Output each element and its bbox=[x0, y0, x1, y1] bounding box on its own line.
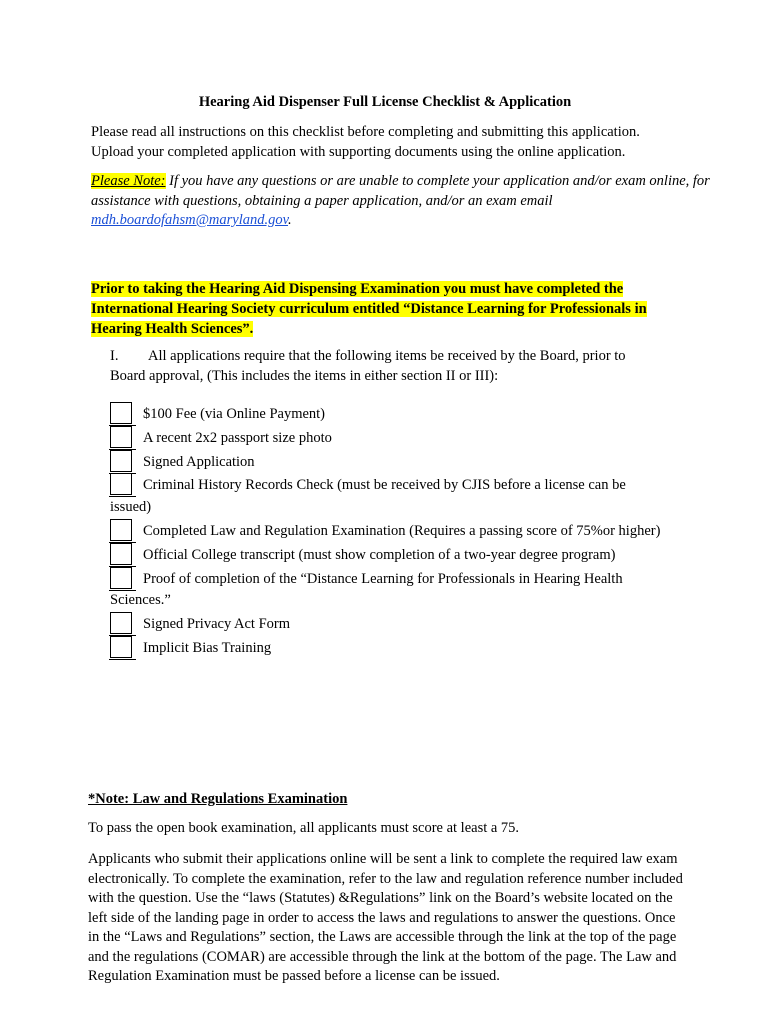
checkbox[interactable] bbox=[110, 402, 132, 424]
board-email-link[interactable]: mdh.boardofahsm@maryland.gov bbox=[91, 212, 288, 228]
prerequisite-notice bbox=[91, 279, 691, 339]
checklist-item-label: Criminal History Records Check (must be received by CJIS before a license can be issued) bbox=[110, 477, 626, 516]
checklist-item-photo bbox=[110, 426, 670, 450]
intro-line-2: Upload your completed application with supporting documents using the online application. bbox=[91, 143, 626, 160]
section-1-text-line2: Board approval, (This includes the items in either section II or III): bbox=[110, 368, 499, 384]
section-numeral: I. bbox=[110, 348, 119, 364]
checklist-item-fee bbox=[110, 402, 670, 426]
checkbox[interactable] bbox=[110, 450, 132, 472]
checklist-item-implicit-bias bbox=[110, 636, 670, 660]
please-note-label: Please Note: bbox=[91, 173, 166, 189]
checklist-item-privacy-act bbox=[110, 612, 670, 636]
checkbox[interactable] bbox=[110, 567, 132, 589]
checkbox[interactable] bbox=[110, 473, 132, 495]
intro-paragraph bbox=[91, 123, 691, 162]
checklist-item-label: Signed Privacy Act Form bbox=[143, 616, 291, 633]
checklist bbox=[110, 402, 670, 660]
checkbox[interactable] bbox=[110, 636, 132, 658]
checklist-item-transcript bbox=[110, 543, 670, 567]
checklist-item-label: Official College transcript (must show completion of a two-year degree program) bbox=[143, 546, 616, 563]
checklist-item-label: A recent 2x2 passport size photo bbox=[143, 429, 332, 446]
intro-line-1: Please read all instructions on this checklist before completing and submitting this application. bbox=[91, 124, 640, 140]
prerequisite-text: Prior to taking the Hearing Aid Dispensing Examination you must have completed the International Hearing Society curriculum entitled “Distance Learning for Professionals in Hearing Health Sciences”. bbox=[91, 281, 647, 337]
passing-score-paragraph: To pass the open book examination, all applicants must score at least a 75. bbox=[88, 820, 520, 836]
checkbox[interactable] bbox=[110, 426, 132, 448]
checklist-item-label: $100 Fee (via Online Payment) bbox=[143, 406, 326, 422]
law-exam-heading: *Note: Law and Regulations Examination bbox=[88, 791, 348, 807]
checklist-item-label: Proof of completion of the “Distance Learning for Professionals in Hearing Health Sciences.” bbox=[110, 570, 623, 609]
checkbox[interactable] bbox=[110, 519, 132, 541]
checkbox[interactable] bbox=[110, 612, 132, 634]
checklist-item-signed-application bbox=[110, 450, 670, 474]
checklist-item-label: Signed Application bbox=[143, 453, 255, 470]
checkbox[interactable] bbox=[110, 543, 132, 565]
checklist-item-label: Completed Law and Regulation Examination (Requires a passing score of 75%or higher) bbox=[143, 522, 661, 539]
checklist-item-distance-learning bbox=[110, 567, 670, 613]
checklist-item-criminal-history bbox=[110, 473, 670, 519]
checklist-item-label: Implicit Bias Training bbox=[143, 639, 272, 656]
please-note-paragraph bbox=[91, 172, 711, 231]
please-note-end: . bbox=[288, 212, 292, 228]
checklist-item-law-exam bbox=[110, 519, 670, 543]
section-1-intro bbox=[110, 346, 670, 386]
please-note-text: If you have any questions or are unable to complete your application and/or exam online, for assistance with questions, obtaining a paper application, and/or an exam email bbox=[91, 173, 710, 209]
online-exam-paragraph: Applicants who submit their applications online will be sent a link to complete the required law exam electronically. To complete the examination, refer to the law and regulation reference number included with the question. Use the “laws (Statutes) &Regulations” link on the Board’s website located on the left side of the landing page in order to access the laws and regulations to answer the questions. Once in the “Laws and Regulations” section, the Laws are accessible through the link at the top of the page and the regulations (COMAR) are accessible through the link at the bottom of the page. The Law and Regulation Examination must be passed before a license can be issued. bbox=[88, 851, 683, 984]
section-1-text-line1: All applications require that the following items be received by the Board, prior to bbox=[148, 348, 626, 364]
page-title: Hearing Aid Dispenser Full License Checklist & Application bbox=[198, 94, 572, 110]
